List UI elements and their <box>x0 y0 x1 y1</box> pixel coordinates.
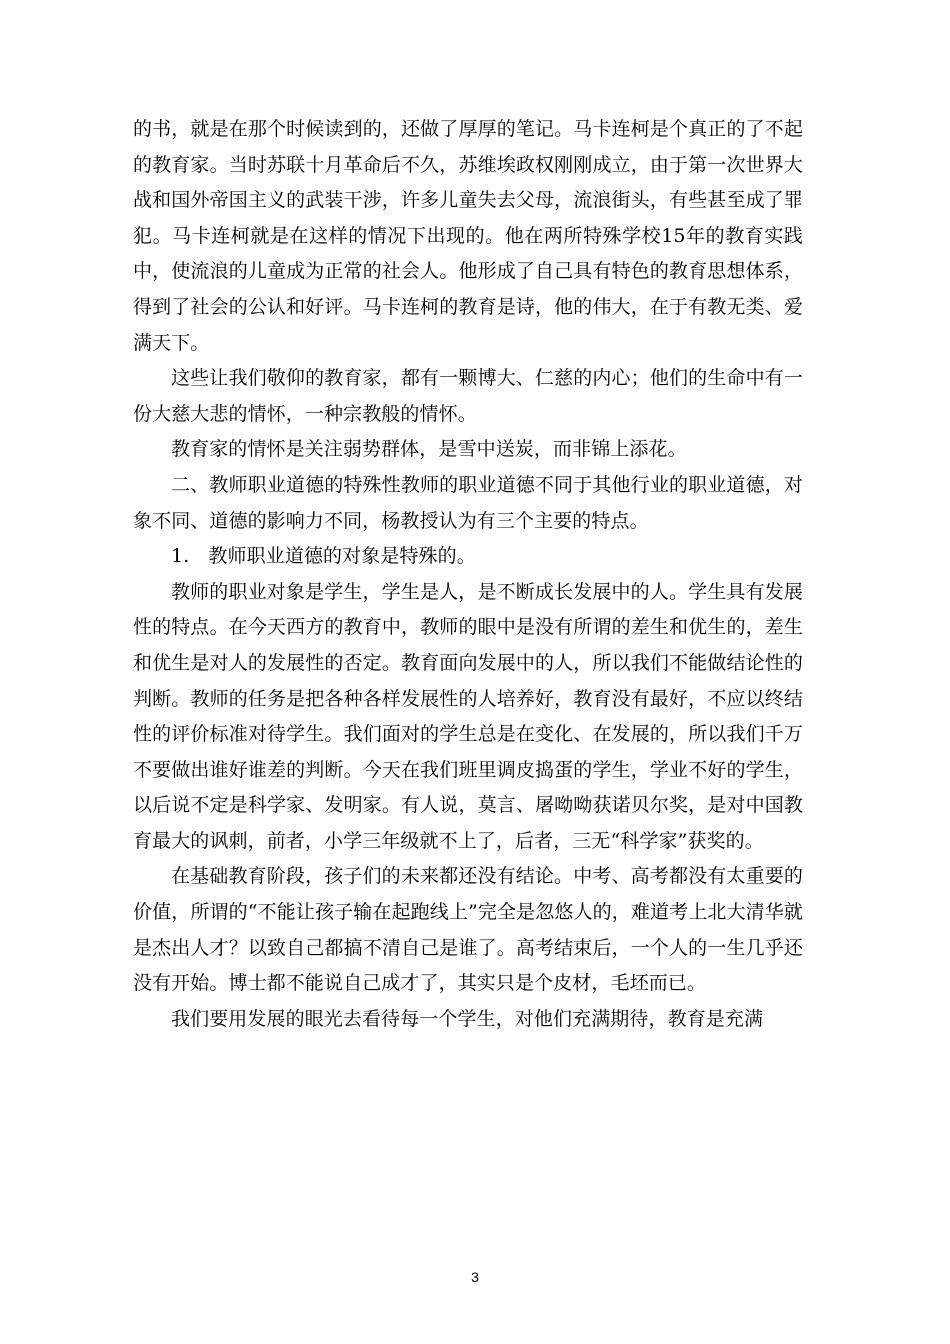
page-number: 3 <box>471 1269 479 1285</box>
paragraph-makarenko: 的书，就是在那个时候读到的，还做了厚厚的笔记。马卡连柯是个真正的了不起的教育家。当时苏联十月革命后不久，苏维埃政权刚刚成立，由于第一次世界大战和国外帝国主义的武装干涉，许多儿童失去父母，流浪街头，有些甚至成了罪犯。马卡连柯就是在这样的情况下出现的。他在两所特殊学校15年的教育实践中，使流浪的儿童成为正常的社会人。他形成了自己具有特色的教育思想体系，得到了社会的公认和好评。马卡连柯的教育是诗，他的伟大，在于有教无类、爱满天下。 <box>133 118 803 354</box>
paragraph-developmental-view: 我们要用发展的眼光去看待每一个学生，对他们充满期待，教育是充满 <box>171 1007 764 1030</box>
paragraph-students-developing: 教师的职业对象是学生，学生是人，是不断成长发展中的人。学生具有发展性的特点。在今天西方的教育中，教师的眼中是没有所谓的差生和优生的，差生和优生是对人的发展性的否定。教育面向发展中的人，所以我们不能做结论性的判断。教师的任务是把各种各样发展性的人培养好，教育没有最好，不应以终结性的评价标准对待学生。我们面对的学生总是在变化、在发展的，所以我们千万不要做出谁好谁差的判断。今天在我们班里调皮捣蛋的学生，学业不好的学生，以后说不定是科学家、发明家。有人说，莫言、屠呦呦获诺贝尔奖，是对中国教育最大的讽刺，前者，小学三年级就不上了，后者，三无“科学家”获奖的。 <box>133 580 803 852</box>
paragraph-respected-educators: 这些让我们敬仰的教育家，都有一颗博大、仁慈的内心；他们的生命中有一份大慈大悲的情怀，一种宗教般的情怀。 <box>133 367 803 425</box>
paragraph-basic-education: 在基础教育阶段，孩子们的未来都还没有结论。中考、高考都没有太重要的价值，所谓的“不能让孩子输在起跑线上”完全是忽悠人的，难道考上北大清华就是杰出人才？以致自己都搞不清自己是谁了。高考结束后，一个人的一生几乎还没有开始。博士都不能说自己成才了，其实只是个皮材，毛坯而已。 <box>133 865 803 995</box>
subheading-special-object: 1. 教师职业道德的对象是特殊的。 <box>171 545 476 568</box>
section-heading-teacher-ethics: 二、教师职业道德的特殊性教师的职业道德不同于其他行业的职业道德，对象不同、道德的影响力不同，杨教授认为有三个主要的特点。 <box>133 473 803 532</box>
document-body <box>133 112 803 1037</box>
paragraph-educator-sentiment: 教育家的情怀是关注弱势群体，是雪中送炭，而非锦上添花。 <box>171 438 687 461</box>
